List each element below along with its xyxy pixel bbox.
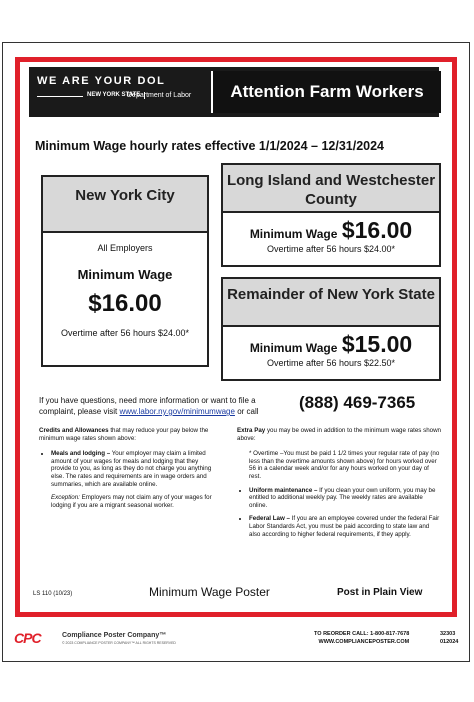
remainder-region-heading: Remainder of New York State — [223, 279, 439, 327]
remainder-wage-label: Minimum Wage — [249, 341, 338, 355]
uniform-heading: Uniform maintenance – — [249, 486, 318, 494]
department-name: Department of Labor — [127, 92, 192, 99]
credits-column — [39, 427, 219, 509]
extra-heading: Extra Pay — [237, 427, 266, 434]
reorder-info — [314, 630, 409, 646]
vendor-name: Compliance Poster Company™ — [62, 632, 167, 639]
poster-codes — [440, 630, 458, 646]
meals-text: Your employer may claim a limited amount of your wages for meals and lodging that they provide to you, as long as they do not charge you anything else. The rates and requirements are in wage orders and summaries, which are available online. — [51, 450, 212, 488]
code-1: 32303 — [440, 631, 456, 637]
list-item — [51, 450, 219, 488]
federal-heading: Federal Law – — [249, 515, 290, 523]
extra-heading-rest: you may be owed in addition to the minimum wage rates shown above: — [237, 427, 441, 442]
effective-dates-headline: Minimum Wage hourly rates effective 1/1/2024 – 12/31/2024 — [35, 139, 385, 153]
questions-text-c: or call — [237, 407, 259, 416]
post-note: Post in Plain View — [337, 587, 423, 598]
remainder-rate-box — [221, 277, 441, 381]
federal-text: If you are an employee covered under the federal Fair Labor Standards Act, you must be paid according to state law and also according to higher federal requirements, if they apply. — [249, 515, 440, 538]
nyc-wage-label: Minimum Wage — [77, 267, 173, 282]
list-item — [249, 450, 441, 480]
phone-number: (888) 469-7365 — [299, 393, 416, 412]
cpc-logo: CPC — [14, 630, 41, 646]
list-item — [249, 487, 441, 510]
long-island-region-heading: Long Island and Westchester County — [223, 165, 439, 213]
vendor-site: WWW.COMPLIANCEPOSTER.COM — [318, 639, 410, 645]
extra-pay-column — [237, 427, 441, 544]
minimum-wage-link[interactable]: www.labor.ny.gov/minimumwage — [119, 407, 235, 416]
credits-heading: Credits and Allowances — [39, 427, 109, 434]
exception-text: Employers may not claim any of your wages for lodging if you are a migrant seasonal worker. — [51, 494, 212, 509]
nyc-scope: All Employers — [97, 243, 153, 253]
remainder-wage-amount: $15.00 — [341, 331, 413, 357]
exception-label: Exception: — [51, 494, 80, 502]
poster — [2, 42, 470, 662]
overtime-text: * Overtime –You must be paid 1 1/2 times your regular rate of pay (no less than the overtime amounts shown above) for hours worked over 56 in a calendar week and/or for any hours worked on your day of rest. — [249, 450, 440, 480]
long-island-wage-label: Minimum Wage — [249, 227, 338, 241]
questions-section — [39, 395, 439, 417]
nys-logo: NEW YORK STATE — [87, 92, 145, 99]
vendor-footer — [2, 626, 470, 660]
nyc-wage-amount: $16.00 — [88, 290, 162, 317]
divider-line — [37, 96, 83, 97]
poster-name: Minimum Wage Poster — [149, 585, 270, 599]
code-2: 012024 — [440, 639, 459, 645]
nyc-region-heading: New York City — [43, 177, 207, 233]
vendor-copyright: © 2023 COMPLIANCE POSTER COMPANY™ ALL RIGHTS RESERVED — [62, 641, 176, 645]
form-id: LS 110 (10/23) — [33, 591, 73, 597]
remainder-overtime: Overtime after 56 hours $22.50* — [266, 358, 396, 368]
questions-text-b: complaint, please visit — [39, 407, 118, 416]
long-island-overtime: Overtime after 56 hours $24.00* — [266, 244, 396, 254]
dol-slogan: WE ARE YOUR DOL — [37, 75, 166, 87]
poster-title: Attention Farm Workers — [211, 71, 441, 113]
uniform-text: If you clean your own uniform, you may be entitled to additional weekly pay. The weekly rates are available online. — [249, 486, 436, 509]
long-island-wage-amount: $16.00 — [341, 217, 413, 243]
reorder-phone: TO REORDER CALL: 1-800-817-7678 — [314, 631, 410, 637]
nyc-overtime: Overtime after 56 hours $24.00* — [60, 328, 190, 338]
questions-text-a: If you have questions, need more information or want to file a — [39, 396, 256, 405]
meals-heading: Meals and lodging – — [51, 450, 111, 458]
credits-heading-rest: that may reduce your pay below the minimum wage rates shown above: — [39, 427, 209, 442]
nyc-rate-box — [41, 175, 209, 367]
list-item — [249, 515, 441, 538]
header-banner — [29, 67, 439, 117]
long-island-rate-box — [221, 163, 441, 267]
